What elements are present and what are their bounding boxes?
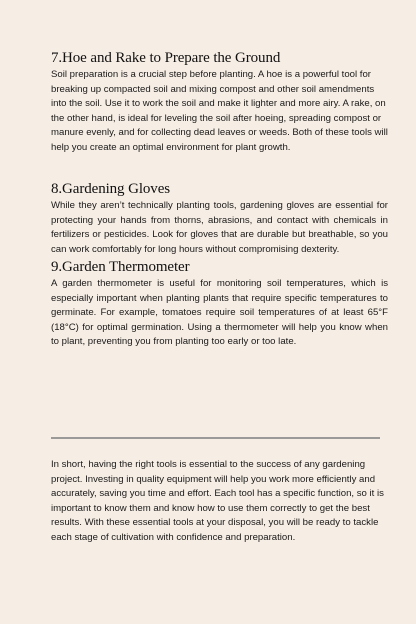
section-divider [51,437,380,439]
section-body-thermometer: A garden thermometer is useful for monitoring soil temperatures, which is especially important when planting plants that require specific temperatures to germinate. For example, tomatoes require soil temperatures of at least 65°F (18°C) for optimal germination. Using a thermometer will help you know when to plant, preventing you from planting too early or too late. [51,278,388,347]
section-body-hoe-rake: Soil preparation is a crucial step before planting. A hoe is a powerful tool for breaking up compacted soil and mixing compost and other soil amendments into the soil. Use it to work the soil and make it lighter and more airy. A rake, on the other hand, is ideal for leveling the soil after hoeing, spreading compost or manure evenly, and for collecting dead leaves or weeds. Both of these tools will help you create an optimal environment for plant growth. [51,69,388,153]
conclusion-block [51,458,386,545]
section-heading-hoe-rake: 7.Hoe and Rake to Prepare the Ground [51,50,281,66]
section-body-gloves: While they aren’t technically planting tools, gardening gloves are essential for protecting your hands from thorns, abrasions, and contact with chemicals in fertilizers or pesticides. Look for gloves that are durable but breathable, so you can work comfortably for long hours without compromising dexterity. [51,200,388,255]
section-heading-thermometer: 9.Garden Thermometer [51,259,190,275]
article-content [51,48,388,350]
conclusion-paragraph: In short, having the right tools is essential to the success of any gardening project. Investing in quality equipment will help you work more efficiently and accurately, saving you time and effort. Each tool has a specific function, so it is important to know them and know how to use them correctly to get the best results. With these essential tools at your disposal, you will be ready to tackle each stage of cultivation with confidence and preparation. [51,459,384,543]
section-heading-gloves: 8.Gardening Gloves [51,181,171,197]
